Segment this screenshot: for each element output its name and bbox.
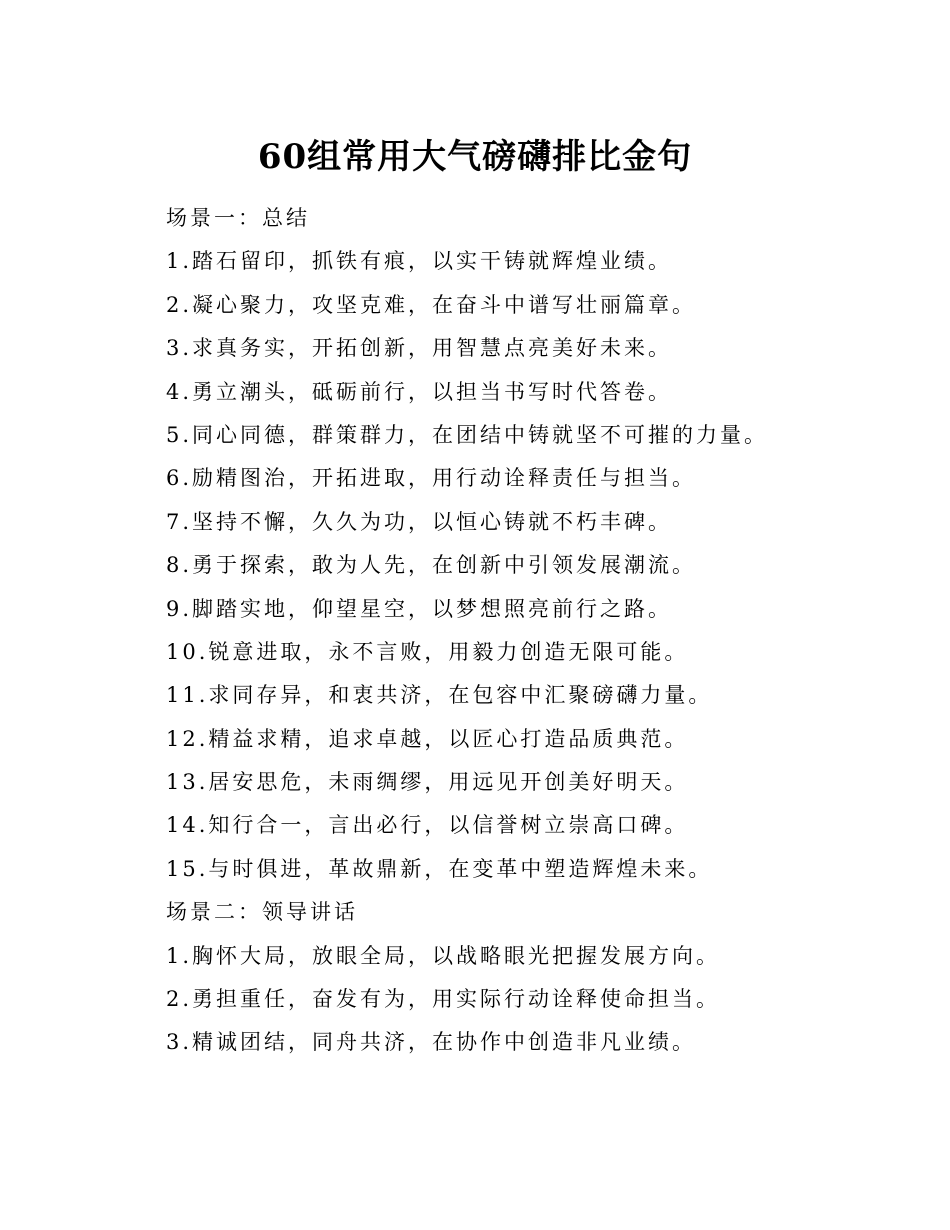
list-item: 2.凝心聚力，攻坚克难，在奋斗中谱写壮丽篇章。 — [166, 292, 697, 317]
list-item: 15.与时俱进，革故鼎新，在变革中塑造辉煌未来。 — [166, 856, 713, 881]
list-item: 9.脚踏实地，仰望星空，以梦想照亮前行之路。 — [166, 596, 673, 621]
document-title: 60组常用大气磅礴排比金句 — [257, 137, 693, 177]
list-item: 3.求真务实，开拓创新，用智慧点亮美好未来。 — [166, 336, 673, 361]
list-item: 6.励精图治，开拓进取，用行动诠释责任与担当。 — [166, 466, 697, 491]
list-item: 13.居安思危，未雨绸缪，用远见开创美好明天。 — [166, 770, 689, 795]
list-item: 5.同心同德，群策群力，在团结中铸就坚不可摧的力量。 — [166, 422, 769, 447]
list-item: 10.锐意进取，永不言败，用毅力创造无限可能。 — [166, 639, 689, 664]
list-item: 3.精诚团结，同舟共济，在协作中创造非凡业绩。 — [166, 1030, 697, 1055]
list-item: 14.知行合一，言出必行，以信誉树立崇高口碑。 — [166, 813, 689, 838]
section-heading: 场景一：总结 — [166, 206, 310, 230]
list-item: 7.坚持不懈，久久为功，以恒心铸就不朽丰碑。 — [166, 509, 673, 534]
list-item: 1.踏石留印，抓铁有痕，以实干铸就辉煌业绩。 — [166, 249, 673, 274]
list-item: 11.求同存异，和衷共济，在包容中汇聚磅礴力量。 — [166, 683, 713, 708]
list-item: 8.勇于探索，敢为人先，在创新中引领发展潮流。 — [166, 553, 697, 578]
list-item: 12.精益求精，追求卓越，以匠心打造品质典范。 — [166, 726, 689, 751]
section-heading: 场景二：领导讲话 — [166, 900, 358, 925]
document-body — [166, 197, 866, 1065]
list-item: 1.胸怀大局，放眼全局，以战略眼光把握发展方向。 — [166, 943, 721, 968]
list-item: 4.勇立潮头，砥砺前行，以担当书写时代答卷。 — [166, 379, 673, 404]
list-item: 2.勇担重任，奋发有为，用实际行动诠释使命担当。 — [166, 987, 721, 1012]
